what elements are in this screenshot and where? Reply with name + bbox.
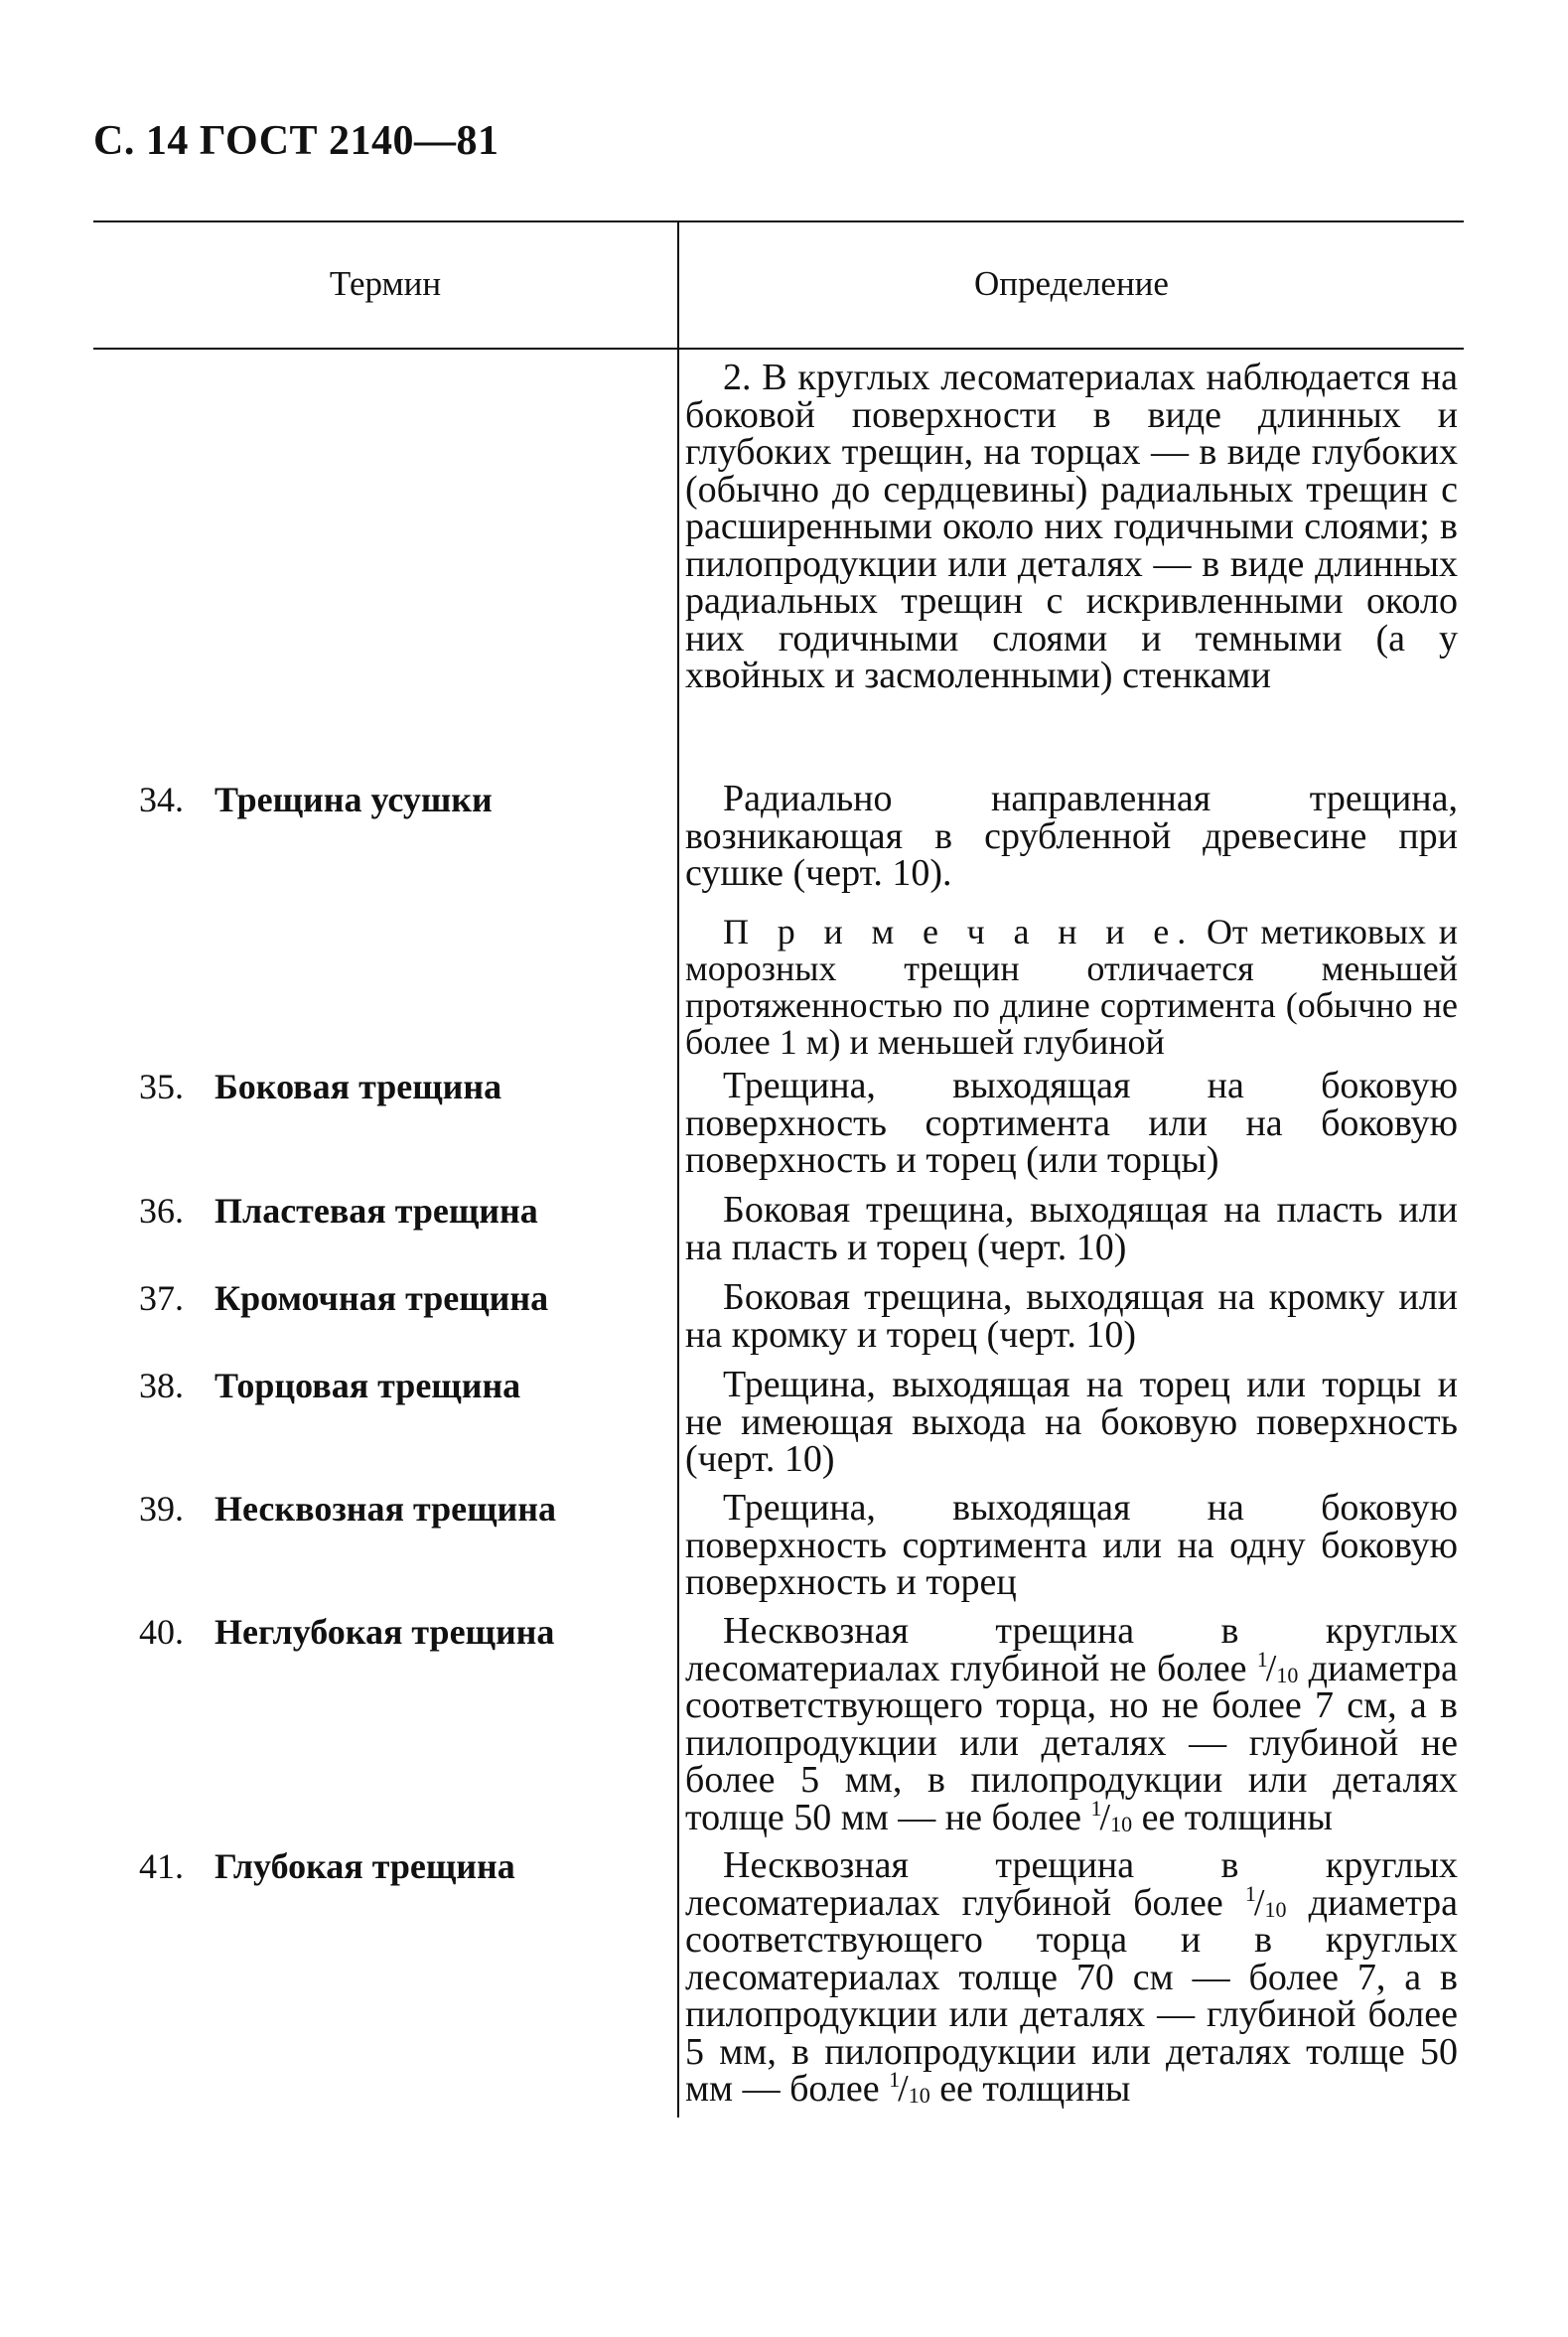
term-number: 41. (139, 1846, 184, 1886)
table-header-rule (93, 348, 1464, 350)
term-row-36 (139, 1192, 538, 1230)
term-number: 36. (139, 1191, 184, 1231)
definition-text-part-3: ее толщины (929, 2068, 1131, 2110)
definition-text-part-1: Несквозная трещина в круглых лесоматериалах глубиной более (685, 1844, 1458, 1924)
definition-text: Боковая трещина, выходящая на кромку или на кромку и торец (черт. 10) (685, 1276, 1458, 1356)
fraction-numerator: 1 (1256, 1646, 1268, 1672)
definition-text: Трещина, выходящая на боковую поверхность сортимента или на боковую поверхность и торец (или торцы) (685, 1065, 1458, 1181)
definition-40 (685, 1610, 1458, 1838)
term-name: Пластевая трещина (214, 1191, 538, 1231)
definition-34 (685, 778, 1458, 894)
definition-text: Трещина, выходящая на торец или торцы и не имеющая выхода на боковую поверхность (черт. 10) (685, 1364, 1458, 1480)
term-row-37 (139, 1279, 548, 1317)
definition-text-part-2: диаметра соответствующего торца и в круглых лесоматериалах толще 70 см — более 7, а в пилопродукции или деталях — глубиной более 5 мм, в пилопродукции или деталях толще 50 мм — более (685, 1881, 1458, 2110)
term-name: Торцовая трещина (214, 1366, 521, 1405)
column-header-term: Термин (329, 264, 442, 303)
term-name: Трещина усушки (214, 780, 493, 819)
term-name: Глубокая трещина (214, 1846, 515, 1886)
term-number: 37. (139, 1278, 184, 1318)
definition-36 (685, 1189, 1458, 1268)
term-number: 39. (139, 1489, 184, 1529)
definition-continuation-text: 2. В круглых лесоматериалах наблюдается на боковой поверхности в виде длинных и глубоких трещин, на торцах — в виде глубоких (обычно до сердцевины) радиальных трещин с расширенными около них годичными слоями; в пилопродукции или деталях — в виде длинных радиальных трещин с искривленными около них годичными слоями и темными (а у хвойных и засмоленными) стенками (685, 357, 1458, 696)
fraction-slash: / (1099, 1796, 1111, 1838)
fraction-slash: / (1253, 1881, 1265, 1924)
fraction-numerator: 1 (889, 2067, 901, 2092)
fraction-denominator: 10 (908, 2083, 930, 2108)
term-number: 40. (139, 1612, 184, 1652)
term-name: Боковая трещина (214, 1067, 502, 1106)
page-header: С. 14 ГОСТ 2140—81 (93, 118, 499, 164)
fraction-denominator: 10 (1264, 1896, 1287, 1922)
fraction-denominator: 10 (1110, 1811, 1133, 1836)
definition-text: Боковая трещина, выходящая на пласть или на пласть и торец (черт. 10) (685, 1189, 1458, 1268)
term-number: 35. (139, 1067, 184, 1106)
definition-38 (685, 1364, 1458, 1480)
term-row-41 (139, 1847, 515, 1885)
term-number: 34. (139, 780, 184, 819)
term-row-39 (139, 1490, 556, 1528)
definition-text-part-3: ее толщины (1132, 1796, 1333, 1838)
definition-text-part-2: диаметра соответствующего торца, но не более 7 см, а в пилопродукции или деталях — глубиной не более 5 мм, в пилопродукции или деталях толще 50 мм — не более (685, 1647, 1458, 1838)
term-row-38 (139, 1367, 520, 1404)
definition-text-part-1: Несквозная трещина в круглых лесоматериалах глубиной не более (685, 1610, 1458, 1689)
fraction-numerator: 1 (1244, 1880, 1256, 1906)
term-name: Кромочная трещина (214, 1278, 549, 1318)
note-text: От метиковых и морозных трещин отличается меньшей протяженностью по длине сортимента (обычно не более 1 м) и меньшей глубиной (685, 912, 1458, 1062)
fraction-slash: / (1265, 1647, 1277, 1689)
note-34 (685, 914, 1458, 1061)
fraction-denominator: 10 (1276, 1662, 1299, 1687)
term-row-40 (139, 1613, 554, 1651)
column-header-definition: Определение (974, 264, 1169, 303)
definition-39 (685, 1487, 1458, 1603)
term-row-35 (139, 1068, 501, 1105)
table-top-rule (93, 220, 1464, 222)
term-row-34 (139, 781, 493, 818)
term-name: Несквозная трещина (214, 1489, 557, 1529)
definition-35 (685, 1065, 1458, 1181)
term-number: 38. (139, 1366, 184, 1405)
fraction-slash: / (898, 2068, 909, 2110)
column-divider (677, 220, 679, 2118)
definition-text: Трещина, выходящая на боковую поверхность сортимента или на одну боковую поверхность и торец (685, 1487, 1458, 1603)
fraction-numerator: 1 (1090, 1795, 1102, 1821)
definition-37 (685, 1276, 1458, 1356)
term-name: Неглубокая трещина (214, 1612, 555, 1652)
note-label: П р и м е ч а н и е. (723, 912, 1195, 951)
definition-text: Радиально направленная трещина, возникающая в срубленной древесине при сушке (черт. 10). (685, 778, 1458, 894)
definition-continuation (685, 357, 1458, 696)
definition-41 (685, 1844, 1458, 2110)
